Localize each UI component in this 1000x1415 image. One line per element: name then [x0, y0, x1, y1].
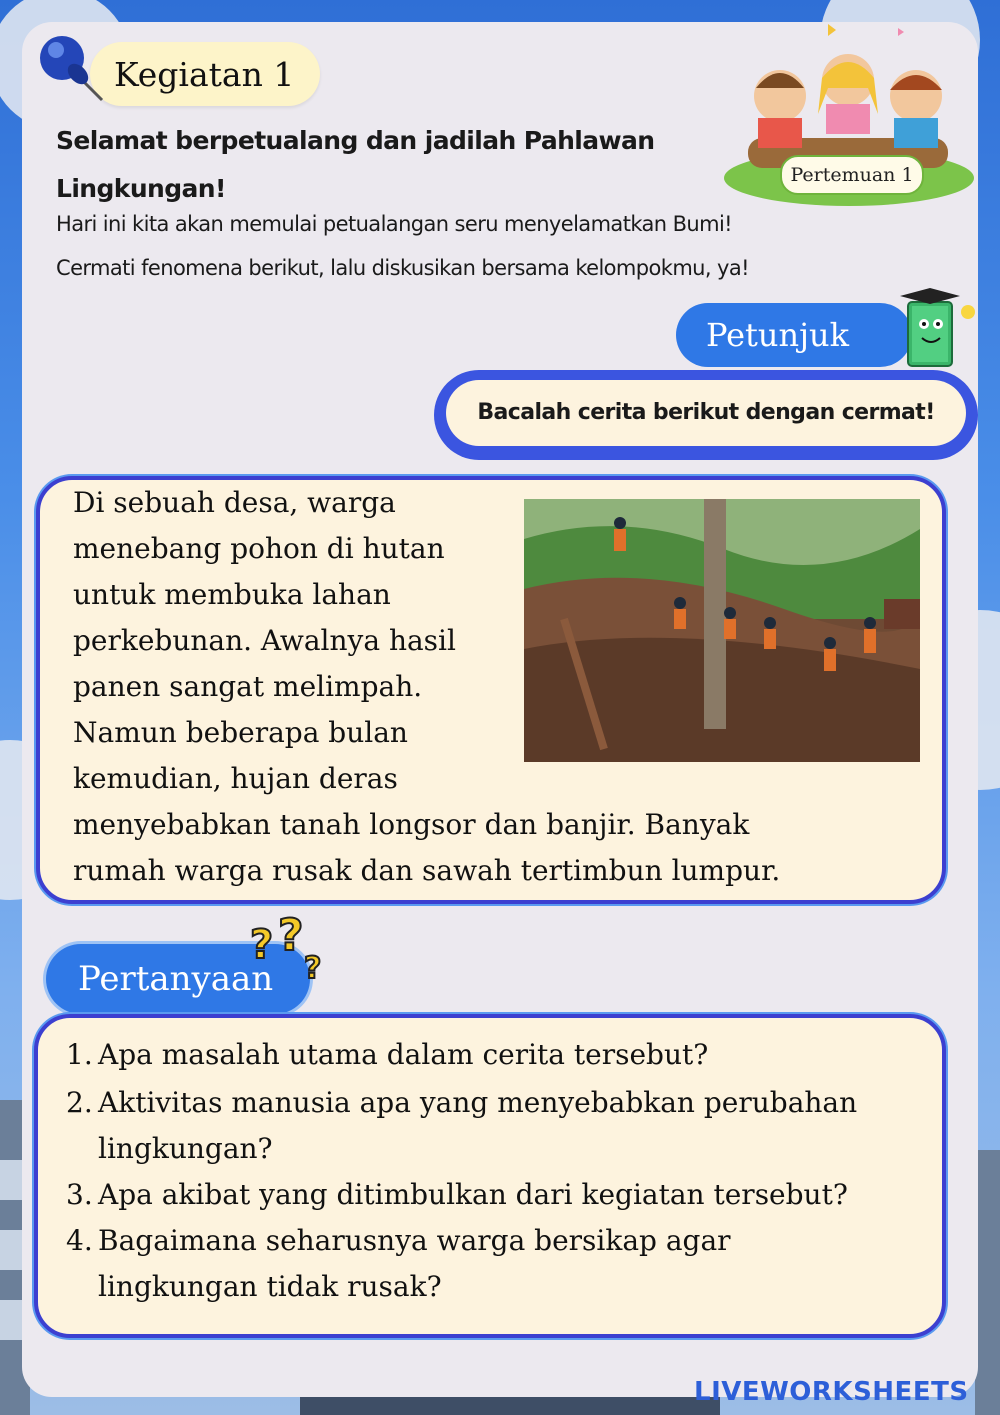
question-item [66, 1224, 731, 1257]
question-text: Aktivitas manusia apa yang menyebabkan perubahan [98, 1086, 858, 1119]
liveworksheets-brand[interactable] [694, 1374, 969, 1410]
story-line: panen sangat melimpah. [73, 670, 423, 703]
intro-line-1: Hari ini kita akan memulai petualangan seru menyelamatkan Bumi! [56, 212, 733, 236]
landslide-photo [524, 499, 920, 762]
story-line: menebang pohon di hutan [73, 532, 445, 565]
svg-text:?: ? [250, 922, 274, 968]
story-line: menyebabkan tanah longsor dan banjir. Banyak [73, 808, 750, 841]
activity-title: Kegiatan 1 [114, 55, 295, 94]
story-line: Namun beberapa bulan [73, 716, 408, 749]
question-text-continued: lingkungan tidak rusak? [98, 1270, 442, 1303]
story-line: untuk membuka lahan [73, 578, 391, 611]
brand-text: LIVEWORKSHEETS [694, 1377, 969, 1407]
question-number: 4. [66, 1224, 93, 1257]
book-mascot-icon [880, 282, 980, 377]
question-number: 1. [66, 1038, 93, 1071]
pushpin-icon [30, 28, 110, 108]
question-text-continued: lingkungan? [98, 1132, 273, 1165]
meeting-badge: Pertemuan 1 [780, 155, 924, 195]
greeting-text: Selamat berpetualang dan jadilah Pahlawan Lingkungan! [56, 126, 655, 203]
question-text: Apa masalah utama dalam cerita tersebut? [98, 1038, 709, 1071]
story-line: rumah warga rusak dan sawah tertimbun lumpur. [73, 854, 781, 887]
instructions-text: Bacalah cerita berikut dengan cermat! [446, 380, 966, 446]
question-number: 2. [66, 1086, 93, 1119]
story-line: Di sebuah desa, warga [73, 486, 396, 519]
question-item [66, 1038, 708, 1071]
svg-text:?: ? [304, 951, 322, 986]
intro-line-2: Cermati fenomena berikut, lalu diskusikan bersama kelompokmu, ya! [56, 256, 749, 280]
question-item [66, 1086, 857, 1119]
svg-text:?: ? [278, 914, 304, 961]
questions-label: Pertanyaan [78, 959, 274, 999]
question-text: Apa akibat yang ditimbulkan dari kegiatan tersebut? [98, 1178, 848, 1211]
instructions-label: Petunjuk [706, 316, 850, 354]
story-line: perkebunan. Awalnya hasil [73, 624, 456, 657]
story-line: kemudian, hujan deras [73, 762, 398, 795]
question-marks-icon [240, 914, 340, 994]
question-item [66, 1178, 848, 1211]
question-number: 3. [66, 1178, 93, 1211]
question-text: Bagaimana seharusnya warga bersikap agar [98, 1224, 731, 1257]
